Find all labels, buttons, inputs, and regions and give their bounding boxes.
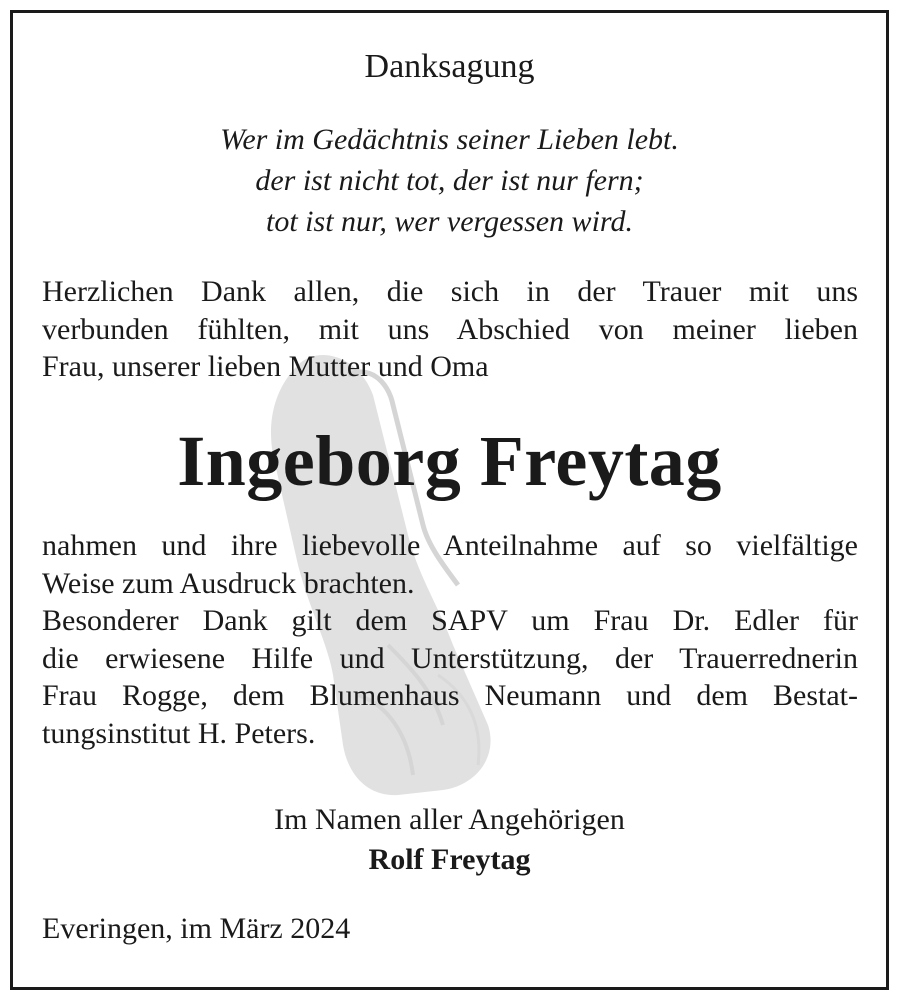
body-line: Frau Rogge, dem Blumenhaus Neumann und dem Bestat- (42, 679, 858, 712)
intro-line: verbunden fühlten, mit uns Abschied von meiner lieben (42, 312, 858, 346)
notice-title: Danksagung (364, 48, 535, 85)
body-line: tungsinstitut H. Peters. (42, 716, 316, 750)
intro-paragraph (42, 273, 858, 386)
signature-block (0, 800, 899, 880)
intro-line: Frau, unserer lieben Mutter und Oma (42, 350, 489, 383)
signer-name: Rolf Freytag (368, 843, 531, 876)
place-date: Everingen, im März 2024 (42, 912, 351, 945)
intro-line: Herzlichen Dank allen, die sich in der Trauer mit uns (42, 275, 858, 308)
poem-quote (0, 119, 899, 242)
signature-line: Im Namen aller Angehörigen (274, 803, 625, 836)
poem-line: Wer im Gedächtnis seiner Lieben lebt. (220, 123, 679, 156)
poem-line: tot ist nur, wer vergessen wird. (266, 205, 633, 238)
body-paragraph (42, 527, 858, 752)
body-line: Besonderer Dank gilt dem SAPV um Frau Dr. Edler für (42, 604, 858, 637)
body-line: die erwiesene Hilfe und Unterstützung, der Trauerrednerin (42, 641, 858, 675)
deceased-name: Ingeborg Freytag (177, 421, 722, 501)
poem-line: der ist nicht tot, der ist nur fern; (255, 164, 644, 197)
body-line: nahmen und ihre liebevolle Anteilnahme auf so vielfältige (42, 529, 858, 562)
body-line: Weise zum Ausdruck brachten. (42, 566, 415, 600)
